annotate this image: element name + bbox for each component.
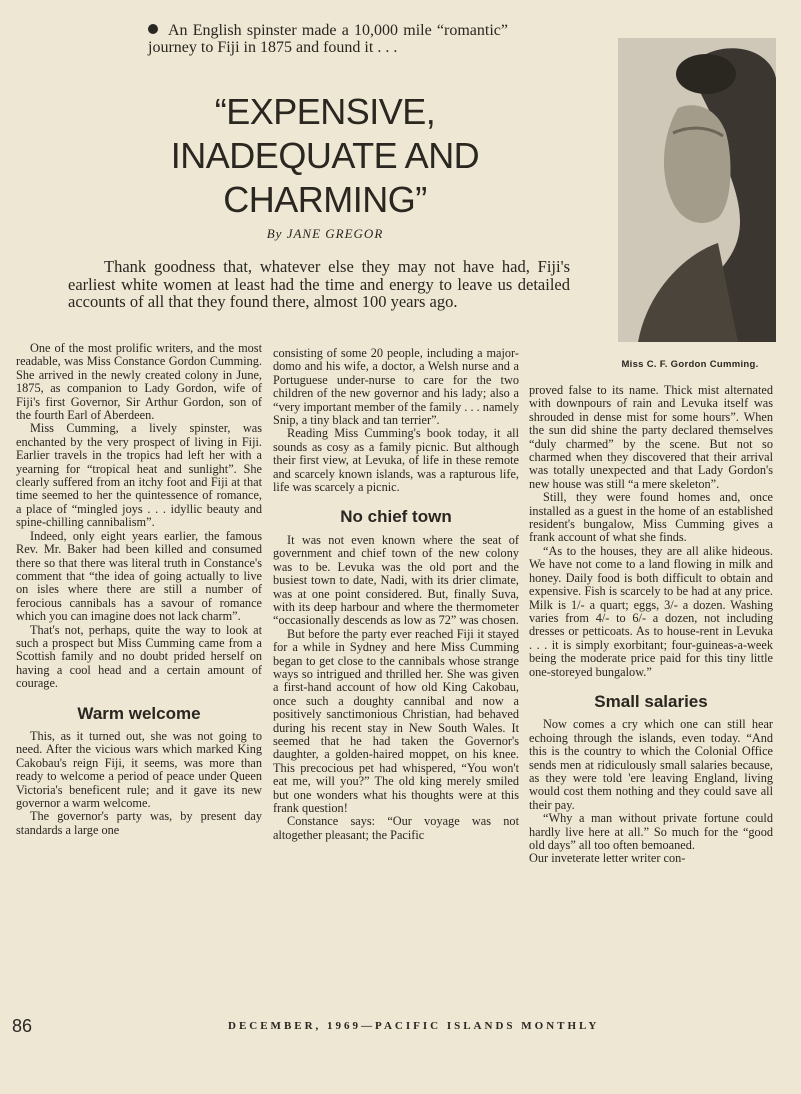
photo-caption: Miss C. F. Gordon Cumming. bbox=[621, 359, 759, 370]
paragraph: Indeed, only eight years earlier, the famous Rev. Mr. Baker had been killed and consumed there so that there was literal truth in Constance's comment that “the idea of going actually to live on isles where there are still a number of ferocious cannibals has a savour of romance which you can imagine does not lack charm”. bbox=[16, 528, 262, 624]
paragraph: consisting of some 20 people, including a major-domo and his wife, a doctor, a Welsh nurse and a Portuguese under-nurse to care for the two children of the new governor and his lady; also a “very important member of the family . . . namely Snip, a tiny black and tan terrier”. bbox=[273, 346, 519, 428]
intro-paragraph bbox=[68, 258, 570, 311]
kicker bbox=[148, 22, 508, 56]
article-column-2 bbox=[273, 347, 519, 842]
subhead-small-salaries: Small salaries bbox=[594, 691, 708, 711]
headline-line-2: INADEQUATE AND bbox=[170, 135, 480, 176]
paragraph: “As to the houses, they are all alike hideous. We have not come to a land flowing in milk and honey. Daily food is both difficult to obtain and expensive. Fish is scarcely to be had at any price. Milk is 1/- a quart; eggs, 3/- a dozen. Washing varies from 4/- to 6/- a dozen, not including dresses or petticoats. As to house-rent in Levuka . . . it is simply exorbitant; four-guineas-a-week being the moderate price paid for this tiny little one-storeyed bungalow.” bbox=[529, 543, 773, 679]
paragraph: One of the most prolific writers, and the most readable, was Miss Constance Gordon Cumming. She arrived in the newly created colony in June, 1875, as companion to Lady Gordon, wife of Fiji's first Governor, Sir Arthur Gordon, son of the fourth Earl of Aberdeen. bbox=[16, 341, 262, 423]
portrait-illustration bbox=[618, 38, 776, 342]
page-number: 86 bbox=[12, 1016, 33, 1036]
paragraph: proved false to its name. Thick mist alternated with downpours of rain and Levuka itself was shrouded in dense mist for some hours”. When the sun did shine the party declared themselves “duly charmed” by the scene. But not so charmed when they discovered that their arrival was totally unexpected and that Lady Gordon's new house was still “a mere skeleton”. bbox=[529, 383, 773, 491]
article-column-1 bbox=[16, 342, 262, 837]
paragraph: Reading Miss Cumming's book today, it all sounds as cosy as a family picnic. But although their first view, at Levuka, of life in these remote and scarcely known islands, was a rapturous life, life was scarcely a picnic. bbox=[273, 426, 519, 495]
headline-line-3: CHARMING” bbox=[223, 179, 427, 220]
paragraph: Constance says: “Our voyage was not altogether pleasant; the Pacific bbox=[273, 814, 519, 842]
byline: By JANE GREGOR bbox=[266, 226, 384, 241]
portrait-photo bbox=[618, 38, 776, 342]
paragraph: Miss Cumming, a lively spinster, was enchanted by the very prospect of living in Fiji. Earlier travels in the tropics had left her with a yearning for “tropical heat and sunlight”. She clearly suffered from an itchy foot and Fiji at that time seemed to her the quintessence of romance, a place of “mingled joys . . . idyllic beauty and spine-chilling cannibalism”. bbox=[16, 421, 262, 530]
paragraph: Our inveterate letter writer con- bbox=[529, 851, 686, 866]
paragraph: It was not even known where the seat of government and chief town of the new colony was to be. Levuka was the old port and the busiest town to date, Nadi, with its drier climate, was at one point considered. But, finally Suva, with its deep harbour and where the thermometer “occasionally descends as low as 72” was chosen. bbox=[273, 532, 519, 628]
paragraph: Now comes a cry which one can still hear echoing through the islands, even today. “And this is the country to which the Colonial Office sends men at ridiculously small salaries because, as they were told 'ere leaving England, living would cost them nothing and they could save all their pay. bbox=[529, 717, 773, 812]
headline bbox=[150, 90, 500, 222]
subhead-no-chief-town: No chief town bbox=[340, 507, 452, 527]
article-column-3 bbox=[529, 384, 773, 866]
running-footer: DECEMBER, 1969—PACIFIC ISLANDS MONTHLY bbox=[228, 1020, 600, 1032]
kicker-text: An English spinster made a 10,000 mile “romantic” journey to Fiji in 1875 and found it . . . bbox=[148, 22, 508, 56]
paragraph: The governor's party was, by present day standards a large one bbox=[16, 809, 262, 837]
subhead-warm-welcome: Warm welcome bbox=[77, 703, 201, 723]
paragraph: This, as it turned out, she was not going to need. After the vicious wars which marked King Cakobau's reign Fiji, it seems, was more than ready to welcome a period of peace under Queen Victoria's beneficent rule; and it gave its new governor a warm welcome. bbox=[16, 728, 262, 810]
paragraph: That's not, perhaps, quite the way to look at such a prospect but Miss Cumming came from a Scottish family and no doubt prided herself on having a cool head and a certain amount of courage. bbox=[16, 622, 262, 691]
paragraph: “Why a man without private fortune could hardly live here at all.” So much for the “good old days” all too often bemoaned. bbox=[529, 811, 773, 852]
paragraph: Still, they were found homes and, once installed as a guest in the home of an established resident's bungalow, Miss Cumming gives a frank account of what she finds. bbox=[529, 490, 773, 545]
bullet-icon bbox=[148, 24, 158, 34]
headline-line-1: “EXPENSIVE, bbox=[214, 91, 436, 132]
paragraph: But before the party ever reached Fiji it stayed for a while in Sydney and here Miss Cumming began to get close to the cannibals whose strange ways so intrigued and thrilled her. She was given a first-hand account of how old King Cakobau, once such a doughty cannibal and now a positively sanctimonious Christian, had behaved during his recent stay in New South Wales. It seemed that he had taken the Governor's daughter, a golden-haired moppet, on his knee. This precocious pet had whispered, “You won't eat me, will you?” The old king merely smiled but one wonders what his thoughts were at this frank question! bbox=[273, 626, 519, 815]
intro-text: Thank goodness that, whatever else they may not have had, Fiji's earliest white women at least had the time and energy to leave us detailed accounts of all that they found there, almost 100 years ago. bbox=[68, 257, 570, 311]
